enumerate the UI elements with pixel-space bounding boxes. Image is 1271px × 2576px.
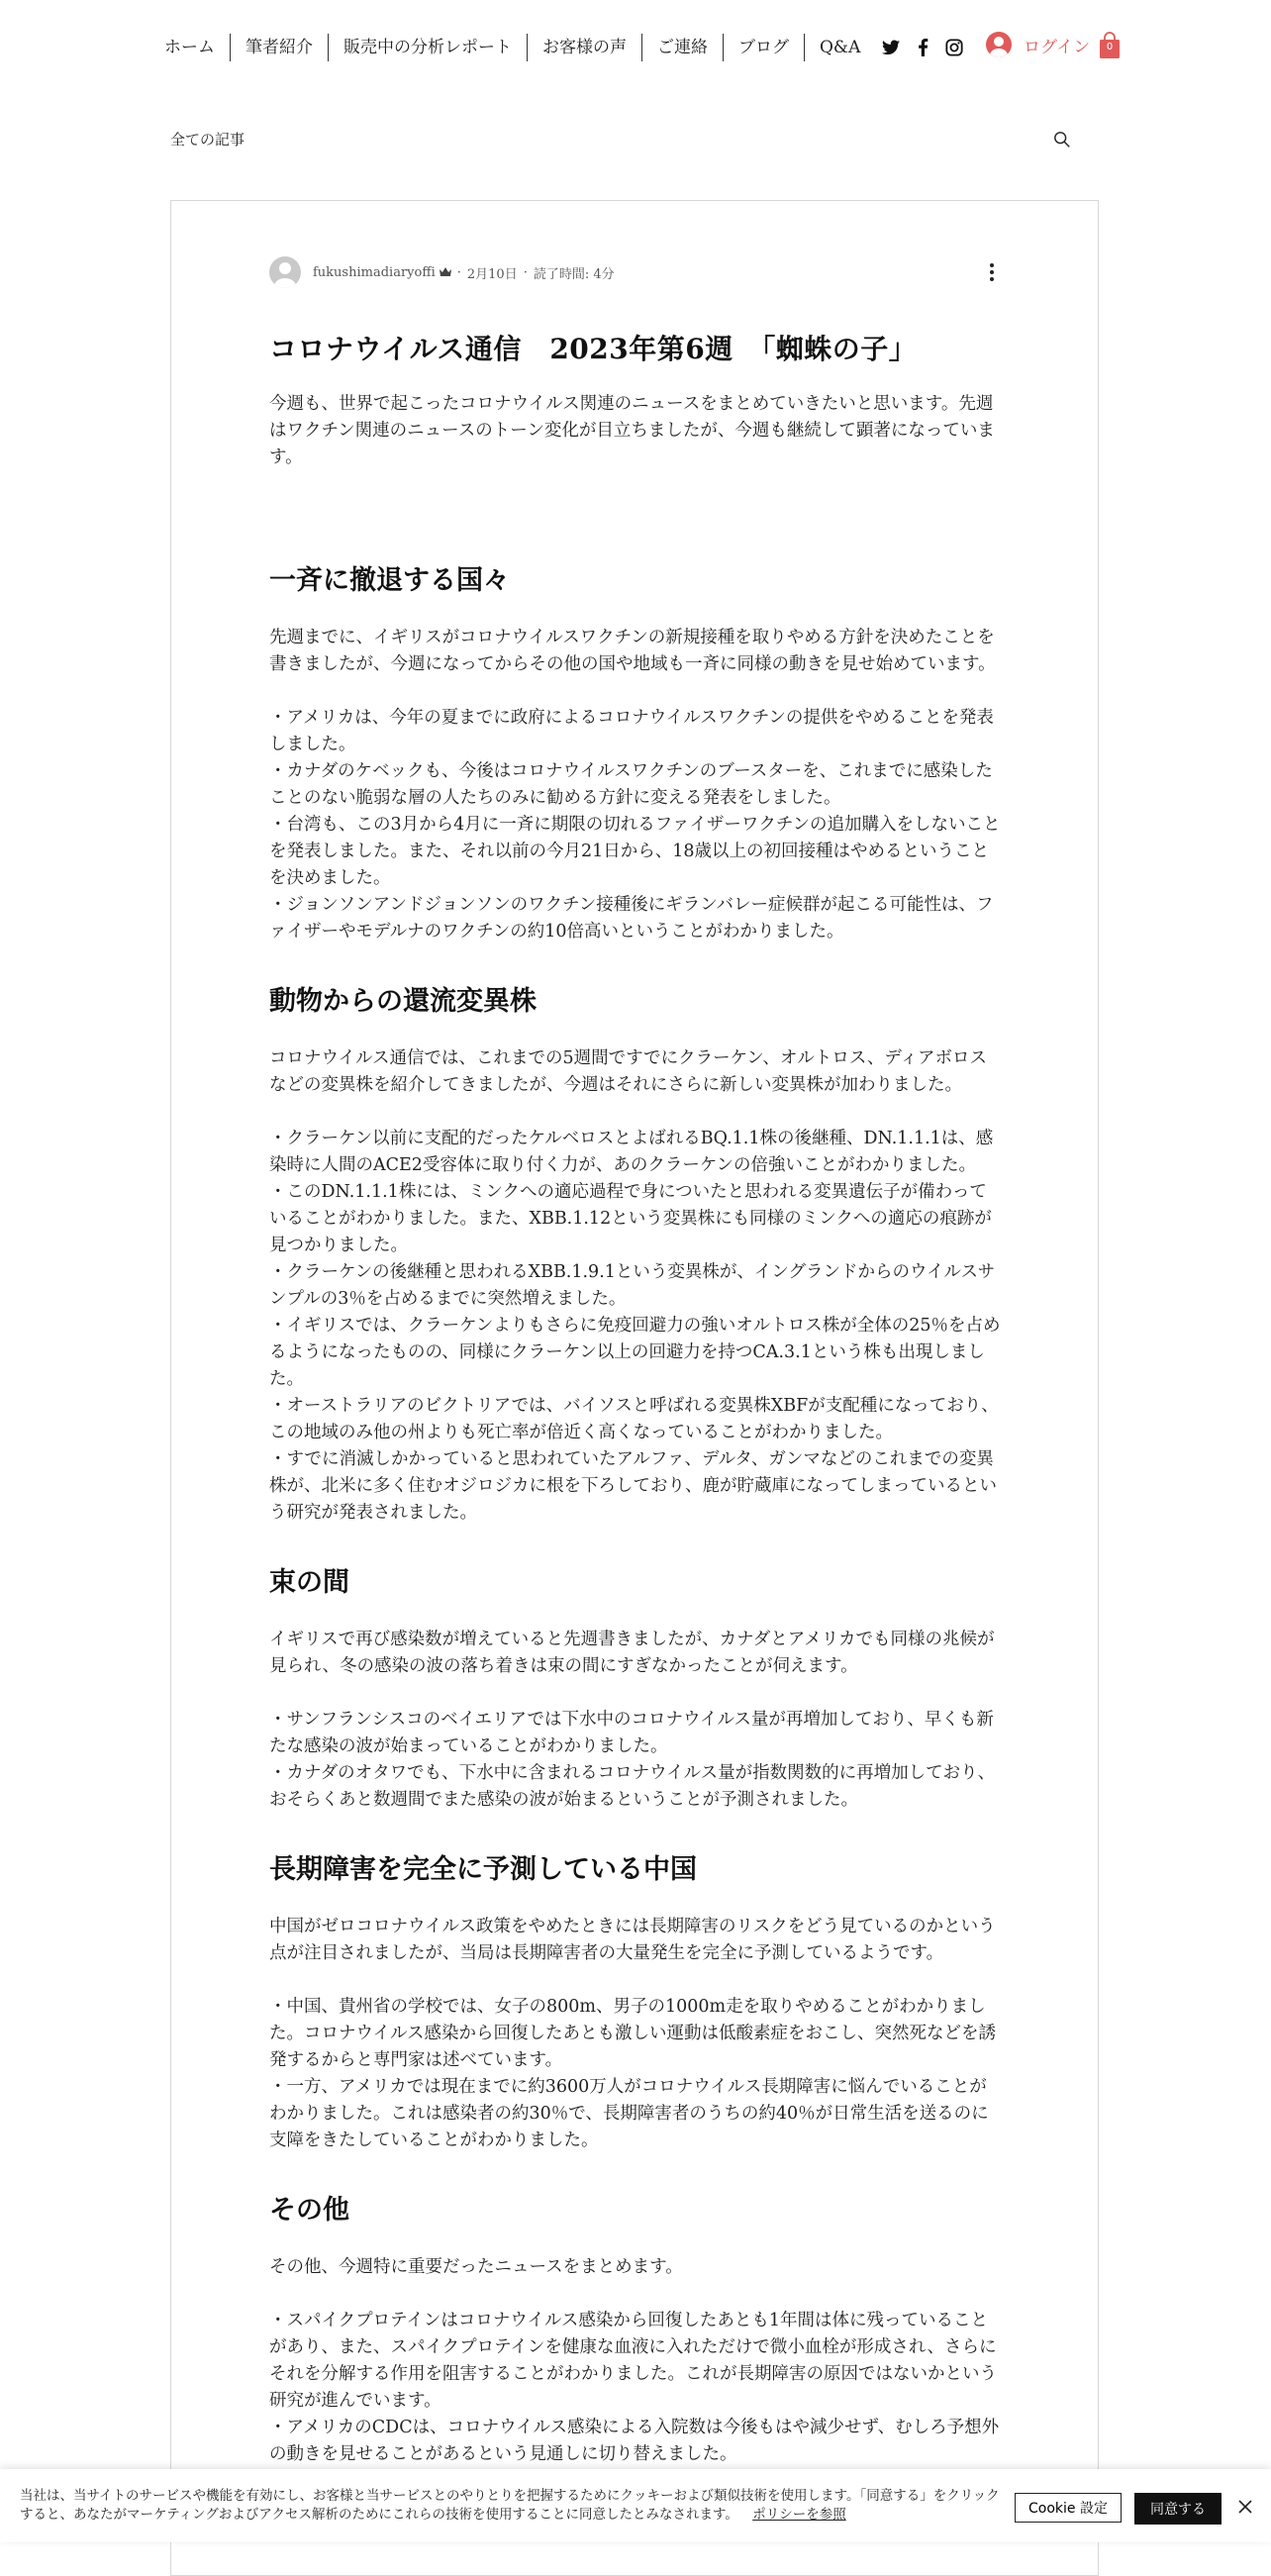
bullet-item: ・すでに消滅しかかっていると思われていたアルファ、デルタ、ガンマなどのこれまでの変異株が、北米に多く住むオジロジカに根を下ろしており、鹿が貯蔵庫になってしまっているという研究が発表されました。 — [269, 1449, 997, 1523]
post-date: 2月10日 — [466, 266, 518, 282]
section-lead: 中国がゼロコロナウイルス政策をやめたときには長期障害のリスクをどう見ているのかという点が注目されましたが、当局は長期障害者の大量発生を完全に予測しているようです。 — [269, 1917, 996, 1963]
bullet-item: ・ジョンソンアンドジョンソンのワクチン接種後にギランバレー症候群が起こる可能性は、ファイザーやモデルナのワクチンの約10倍高いということがわかりました。 — [269, 895, 994, 941]
bullet-item: ・一方、アメリカでは現在までに約3600万人がコロナウイルス長期障害に悩んでいることがわかりました。これは感染者の約30％で、長期障害者のうちの約40％が日常生活を送るのに支障をきたしていることがわかりました。 — [269, 2077, 989, 2150]
author-avatar[interactable] — [269, 256, 301, 288]
post-content — [269, 256, 1002, 2495]
menu-item-reports[interactable]: 販売中の分析レポート — [328, 34, 527, 61]
bullet-item: ・オーストラリアのビクトリアでは、バイソスと呼ばれる変異株XBFが支配種になっており、この地域のみ他の州よりも死亡率が倍近く高くなっていることがわかりました。 — [269, 1396, 999, 1442]
post-card — [170, 200, 1099, 2576]
section-heading: 長期障害を完全に予測している中国 — [269, 1854, 697, 1885]
cookie-settings-button[interactable]: Cookie 設定 — [1015, 2493, 1122, 2523]
cookie-banner — [0, 2469, 1271, 2542]
user-avatar-icon — [986, 32, 1012, 57]
cart-button[interactable] — [1099, 32, 1121, 59]
login-label: ログイン — [1024, 37, 1091, 57]
cookie-text: 当社は、当サイトのサービスや機能を有効にし、お客様と当サービスとのやりとりを把握するためにクッキーおよび類似技術を使用します。「同意する」をクリックすると、あなたがマーケティングおよびアクセス解析のためにこれらの技術を使用することに同意したとみなされます。 — [20, 2488, 1000, 2523]
meta-separator: · — [523, 264, 528, 280]
close-icon[interactable] — [1237, 2499, 1255, 2517]
section-lead: その他、今週特に重要だったニュースをまとめます。 — [269, 2257, 683, 2277]
post-intro: 今週も、世界で起こったコロナウイルス関連のニュースをまとめていきたいと思います。先週はワクチン関連のニュースのトーン変化が目立ちましたが、今週も継続して顕著になっています。 — [269, 394, 995, 467]
section-lead: イギリスで再び感染数が増えていると先週書きましたが、カナダとアメリカでも同様の兆候が見られ、冬の感染の波の落ち着きは束の間にすぎなかったことが伺えます。 — [269, 1630, 995, 1676]
bullet-item: ・クラーケン以前に支配的だったケルベロスとよばれるBQ.1.1株の後継種、DN.1.1.1は、感染時に人間のACE2受容体に取り付く力が、あのクラーケンの倍強いことがわかりました。 — [269, 1129, 994, 1175]
blog-toolbar — [170, 127, 1085, 156]
all-posts-link[interactable]: 全ての記事 — [170, 131, 245, 149]
cookie-message — [20, 2487, 1010, 2525]
menu-item-qa[interactable]: Q&A — [804, 34, 875, 61]
menu-item-testimonials[interactable]: お客様の声 — [527, 34, 641, 61]
search-icon[interactable] — [1053, 131, 1073, 150]
instagram-icon[interactable] — [944, 38, 964, 57]
bullet-item: ・このDN.1.1.1株には、ミンクへの適応過程で身についたと思われる変異遺伝子が備わっていることがわかりました。また、XBB.1.12という変異株にも同様のミンクへの適応の痕跡が見つかりました。 — [269, 1182, 992, 1255]
admin-crown-icon — [440, 267, 451, 277]
menu-item-author[interactable]: 筆者紹介 — [230, 34, 328, 61]
section-lead: コロナウイルス通信では、これまでの5週間ですでにクラーケン、オルトロス、ディアボロスなどの変異株を紹介してきましたが、今週はそれにさらに新しい変異株が加わりました。 — [269, 1048, 987, 1095]
author-name[interactable]: fukushimadiaryoffi — [313, 264, 436, 280]
section-heading: 束の間 — [269, 1567, 349, 1598]
bullet-item: ・カナダのオタワでも、下水中に含まれるコロナウイルス量が指数関数的に再増加しており、おそらくあと数週間でまた感染の波が始まるということが予測されました。 — [269, 1763, 996, 1810]
bullet-item: ・アメリカのCDCは、コロナウイルス感染による入院数は今後もはや減少せず、むしろ予想外の動きを見せることがあるという見通しに切り替えました。 — [269, 2418, 1000, 2464]
login-button[interactable] — [986, 32, 1090, 57]
bullet-item: ・イギリスでは、クラーケンよりもさらに免疫回避力の強いオルトロス株が全体の25％を占めるようになったものの、同様にクラーケン以上の回避力を持つCA.3.1という株も出現しました。 — [269, 1316, 1001, 1389]
social-bar — [881, 38, 964, 57]
menu-item-home[interactable]: ホーム — [164, 38, 215, 57]
post-meta — [269, 256, 1002, 288]
section-heading: その他 — [269, 2195, 349, 2226]
menu-item-blog[interactable]: ブログ — [723, 34, 804, 61]
site-header — [0, 0, 1271, 99]
bullet-item: ・中国、貴州省の学校では、女子の800m、男子の1000m走を取りやめることがわかりました。コロナウイルス感染から回復したあとも激しい運動は低酸素症をおこし、突然死などを誘発するからと専門家は述べています。 — [269, 1997, 996, 2070]
section-lead: 先週までに、イギリスがコロナウイルスワクチンの新規接種を取りやめる方針を決めたことを書きましたが、今週になってからその他の国や地域も一斉に同様の動きを見せ始めています。 — [269, 628, 996, 674]
facebook-icon[interactable] — [913, 38, 932, 57]
bullet-item: ・スパイクプロテインはコロナウイルス感染から回復したあとも1年間は体に残っていることがあり、また、スパイクプロテインを健康な血液に入れただけで微小血栓が形成され、さらにそれを分解する作用を阻害することがわかりました。これが長期障害の原因ではないかという研究が進んでいます。 — [269, 2311, 997, 2411]
bullet-item: ・サンフランシスコのベイエリアでは下水中のコロナウイルス量が再増加しており、早くも新たな感染の波が始まっていることがわかりました。 — [269, 1710, 994, 1756]
menu-item-contact[interactable]: ご連絡 — [641, 34, 723, 61]
main-menu — [148, 34, 875, 61]
more-actions-icon[interactable] — [982, 262, 1002, 282]
accept-cookies-button[interactable]: 同意する — [1134, 2493, 1222, 2525]
twitter-icon[interactable] — [881, 38, 901, 57]
post-title: コロナウイルス通信 2023年第6週 「蜘蛛の子」 — [269, 333, 918, 365]
policy-link[interactable]: ポリシーを参照 — [752, 2507, 846, 2523]
bullet-item: ・カナダのケベックも、今後はコロナウイルスワクチンのブースターを、これまでに感染したことのない脆弱な層の人たちのみに勧める方針に変える発表をしました。 — [269, 761, 993, 808]
cart-count: 0 — [1106, 42, 1114, 52]
section-heading: 動物からの還流変異株 — [269, 986, 537, 1017]
bullet-item: ・台湾も、この3月から4月に一斉に期限の切れるファイザーワクチンの追加購入をしないことを発表しました。また、それ以前の今月21日から、18歳以上の初回接種はやめるということを決めました。 — [269, 815, 1001, 888]
meta-separator: · — [456, 264, 461, 280]
bullet-item: ・アメリカは、今年の夏までに政府によるコロナウイルスワクチンの提供をやめることを発表しました。 — [269, 708, 994, 754]
section-heading: 一斉に撤退する国々 — [269, 565, 510, 596]
bullet-item: ・クラーケンの後継種と思われるXBB.1.9.1という変異株が、イングランドからのウイルスサンプルの3％を占めるまでに突然増えました。 — [269, 1262, 996, 1309]
read-time: 読了時間: 4分 — [533, 266, 615, 282]
